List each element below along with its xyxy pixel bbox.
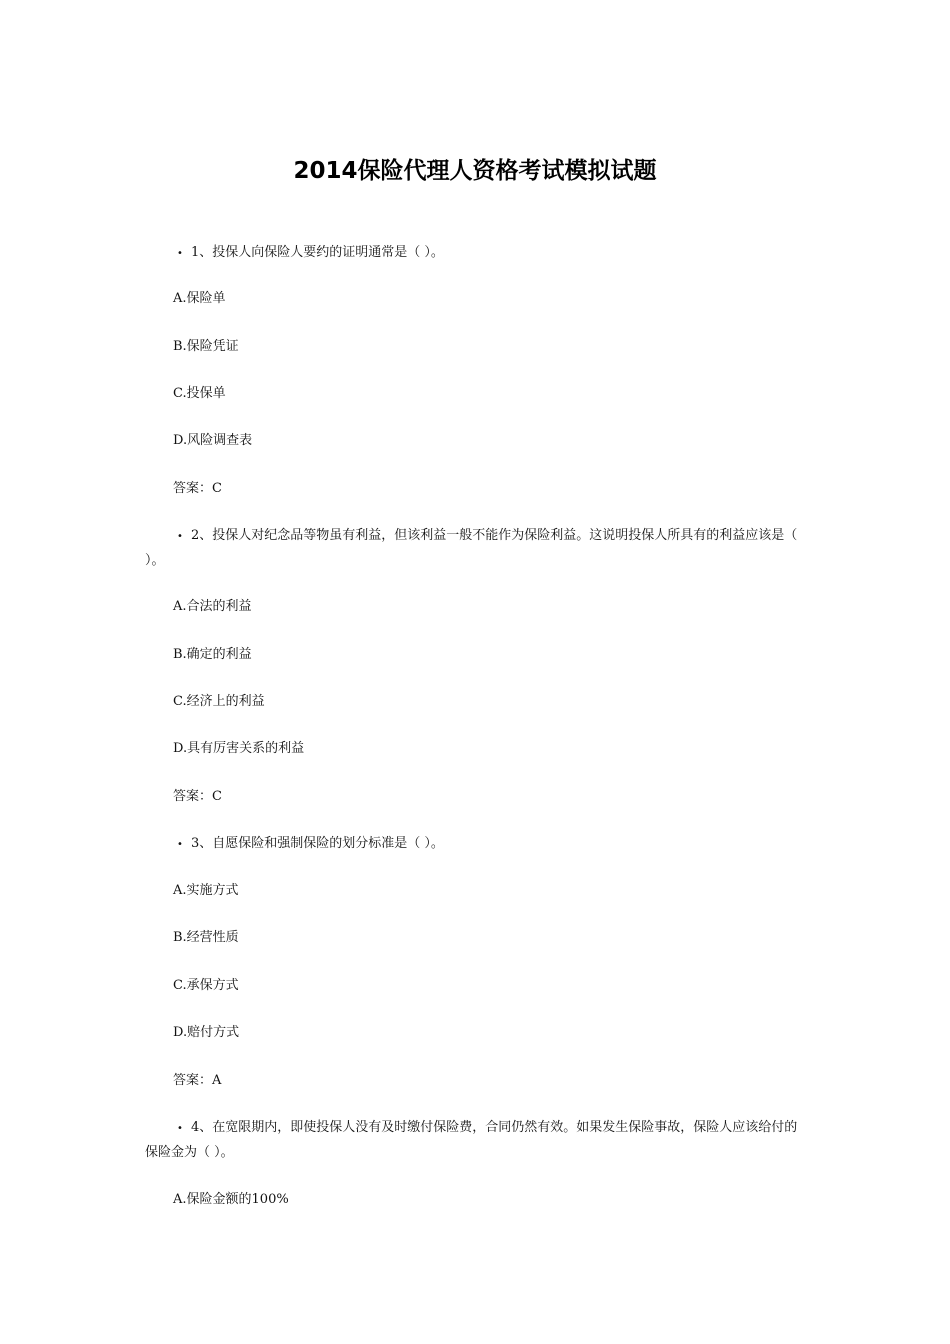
- question-4: [145, 1116, 810, 1165]
- option-c: C.经济上的利益: [173, 694, 265, 709]
- question-3: [145, 832, 810, 857]
- option-a: A.实施方式: [173, 883, 239, 898]
- bullet-icon: •: [177, 531, 183, 542]
- question-text: 2、投保人对纪念品等物虽有利益，但该利益一般不能作为保险利益。这说明投保人所具有的利益应该是（ ）。: [145, 528, 798, 568]
- question-text: 4、在宽限期内，即使投保人没有及时缴付保险费，合同仍然有效。如果发生保险事故，保险人应该给付的保险金为（ ）。: [145, 1120, 798, 1160]
- question-text: 1、投保人向保险人要约的证明通常是（ ）。: [191, 245, 444, 260]
- option-c: C.承保方式: [173, 978, 239, 993]
- option-a: A.保险金额的100%: [173, 1192, 289, 1207]
- option-b: B.经营性质: [173, 930, 239, 945]
- answer: 答案：A: [173, 1073, 222, 1088]
- question-1: [145, 241, 810, 266]
- option-a: A.保险单: [173, 291, 226, 306]
- option-a: A.合法的利益: [173, 599, 252, 614]
- option-d: D.赔付方式: [173, 1025, 240, 1040]
- option-c: C.投保单: [173, 386, 226, 401]
- question-text: 3、自愿保险和强制保险的划分标准是（ ）。: [191, 836, 444, 851]
- bullet-icon: •: [177, 839, 183, 850]
- option-b: B.确定的利益: [173, 647, 252, 662]
- bullet-icon: •: [177, 248, 183, 259]
- question-2: [145, 524, 810, 573]
- document-title: 2014保险代理人资格考试模拟试题: [293, 158, 657, 184]
- answer: 答案：C: [173, 481, 222, 496]
- bullet-icon: •: [177, 1123, 183, 1134]
- option-d: D.风险调查表: [173, 433, 253, 448]
- option-b: B.保险凭证: [173, 339, 239, 354]
- option-d: D.具有厉害关系的利益: [173, 741, 305, 756]
- answer: 答案：C: [173, 789, 222, 804]
